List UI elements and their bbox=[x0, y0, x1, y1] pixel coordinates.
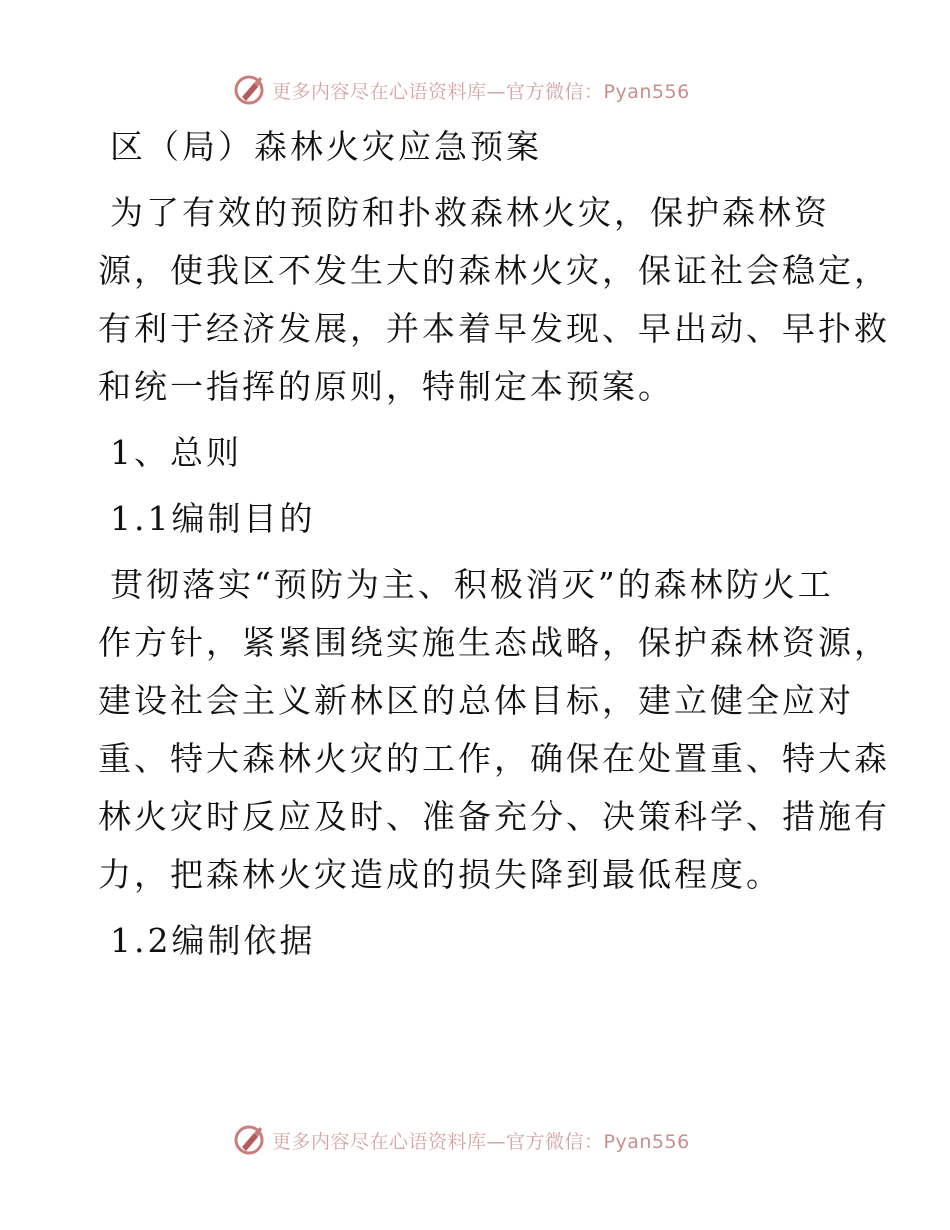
paragraph-line: 为了有效的预防和扑救森林火灾，保护森林资 bbox=[110, 193, 830, 232]
paragraph-line: 和统一指挥的原则，特制定本预案。 bbox=[98, 367, 674, 406]
paragraph-line: 重、特大森林火灾的工作，确保在处置重、特大森 bbox=[98, 739, 890, 778]
section-heading-basis: 1.2编制依据 bbox=[110, 921, 316, 960]
paragraph-line: 源，使我区不发生大的森林火灾，保证社会稳定， bbox=[98, 251, 890, 290]
paragraph-line: 有利于经济发展，并本着早发现、早出动、早扑救 bbox=[98, 309, 890, 348]
pen-nib-logo-icon bbox=[232, 73, 266, 107]
paragraph-line: 作方针，紧紧围绕实施生态战略，保护森林资源， bbox=[98, 623, 890, 662]
intro-paragraph bbox=[98, 184, 890, 416]
section-heading-purpose: 1.1编制目的 bbox=[110, 499, 316, 538]
footer-watermark bbox=[232, 1122, 752, 1158]
pen-nib-logo-icon bbox=[232, 1123, 266, 1157]
watermark-text: 更多内容尽在心语资料库—官方微信：Pyan556 bbox=[272, 80, 690, 103]
document-body bbox=[98, 118, 890, 978]
paragraph-line: 林火灾时反应及时、准备充分、决策科学、措施有 bbox=[98, 797, 890, 836]
paragraph-line: 贯彻落实“预防为主、积极消灭”的森林防火工 bbox=[110, 565, 834, 604]
document-title: 区（局）森林火灾应急预案 bbox=[110, 127, 542, 166]
section-heading-general: 1、总则 bbox=[110, 433, 242, 472]
header-watermark bbox=[232, 72, 752, 108]
paragraph-line: 建设社会主义新林区的总体目标，建立健全应对 bbox=[98, 681, 854, 720]
paragraph-line: 力，把森林火灾造成的损失降到最低程度。 bbox=[98, 855, 782, 894]
purpose-paragraph bbox=[98, 556, 890, 904]
watermark-text: 更多内容尽在心语资料库—官方微信：Pyan556 bbox=[272, 1130, 690, 1153]
